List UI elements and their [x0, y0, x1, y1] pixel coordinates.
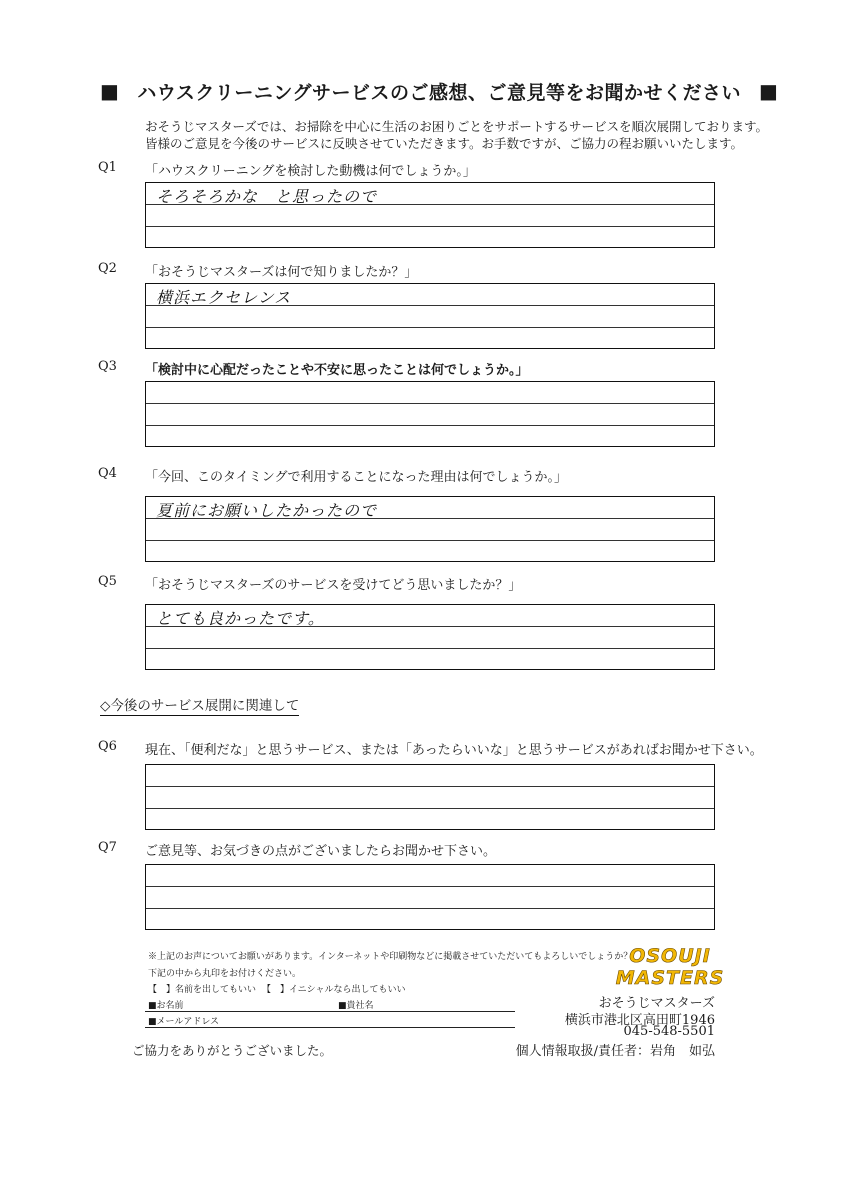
question-text: 「今回、このタイミングで利用することになった理由は何でしょうか。」 [145, 470, 567, 485]
company-name: おそうじマスターズ [598, 996, 715, 1011]
handwritten-answer: そろそろかな と思ったので [156, 187, 378, 206]
question-number: Q3 [98, 359, 117, 374]
option-initial-ok[interactable]: 【 】イニシャルなら出してもいい [262, 985, 406, 995]
thanks-text: ご協力をありがとうございました。 [132, 1043, 333, 1058]
answer-box-q2[interactable] [145, 283, 715, 349]
page-title [100, 76, 790, 106]
question-text: ご意見等、お気づきの点がございましたらお聞かせ下さい。 [145, 844, 497, 859]
answer-box-q1[interactable] [145, 182, 715, 248]
answer-box-q4[interactable] [145, 496, 715, 562]
question-number: Q5 [98, 574, 117, 589]
answer-box-q5[interactable] [145, 604, 715, 670]
name-label: ■お名前 [148, 1001, 184, 1011]
email-field-line[interactable] [145, 1027, 515, 1028]
question-number: Q1 [98, 160, 117, 175]
question-text: 「検討中に心配だったことや不安に思ったことは何でしょうか。」 [145, 363, 529, 378]
company-phone: 045-548-5501 [623, 1024, 715, 1039]
left-square-mark: ■ [100, 79, 120, 103]
section-heading: ◇今後のサービス展開に関連して [100, 694, 299, 716]
question-text: 「ハウスクリーニングを検討した動機は何でしょうか。」 [145, 164, 476, 179]
handwritten-answer: 横浜エクセレンス [156, 288, 292, 307]
right-square-mark: ■ [758, 79, 779, 103]
intro-line-1: おそうじマスターズでは、お掃除を中心に生活のお困りごとをサポートするサービスを順次展開しております。 [145, 119, 769, 134]
answer-box-q6[interactable] [145, 764, 715, 830]
question-text: 「おそうじマスターズは何で知りましたか？」 [145, 265, 418, 280]
logo-text-line1: OSOUJI [629, 945, 711, 967]
company-label: ■貴社名 [338, 1001, 374, 1011]
answer-box-q3[interactable] [145, 381, 715, 447]
question-number: Q6 [98, 739, 117, 754]
question-number: Q2 [98, 261, 117, 276]
question-text: 現在、「便利だな」と思うサービス、または「あったらいいな」と思うサービスがあればお聞かせ下さい。 [145, 743, 763, 758]
handwritten-answer: 夏前にお願いしたかったので [156, 501, 378, 520]
handwritten-answer: とても良かったです。 [156, 609, 325, 628]
name-field-line[interactable] [145, 1011, 515, 1012]
intro-line-2: 皆様のご意見を今後のサービスに反映させていただきます。お手数ですが、ご協力の程お願いいたします。 [145, 136, 744, 151]
option-name-ok[interactable]: 【 】名前を出してもいい [148, 985, 257, 995]
consent-note: ※上記のお声についてお願いがあります。インターネットや印刷物などに掲載させていただいてもよろしいでしょうか？ [148, 952, 633, 962]
page-title-text: ハウスクリーニングサービスのご感想、ご意見等をお聞かせください [137, 81, 741, 104]
question-number: Q4 [98, 466, 117, 481]
company-logo [615, 945, 725, 993]
company-address: 横浜市港北区高田町1946 [564, 1013, 715, 1028]
question-number: Q7 [98, 840, 117, 855]
answer-box-q7[interactable] [145, 864, 715, 930]
question-text: 「おそうじマスターズのサービスを受けてどう思いましたか？」 [145, 578, 522, 593]
logo-text-line2: MASTERS [615, 967, 725, 989]
privacy-officer: 個人情報取扱/責任者：岩角 如弘 [515, 1044, 715, 1059]
email-label: ■メールアドレス [148, 1017, 220, 1027]
consent-instruction: 下記の中から丸印をお付けください。 [148, 969, 302, 979]
